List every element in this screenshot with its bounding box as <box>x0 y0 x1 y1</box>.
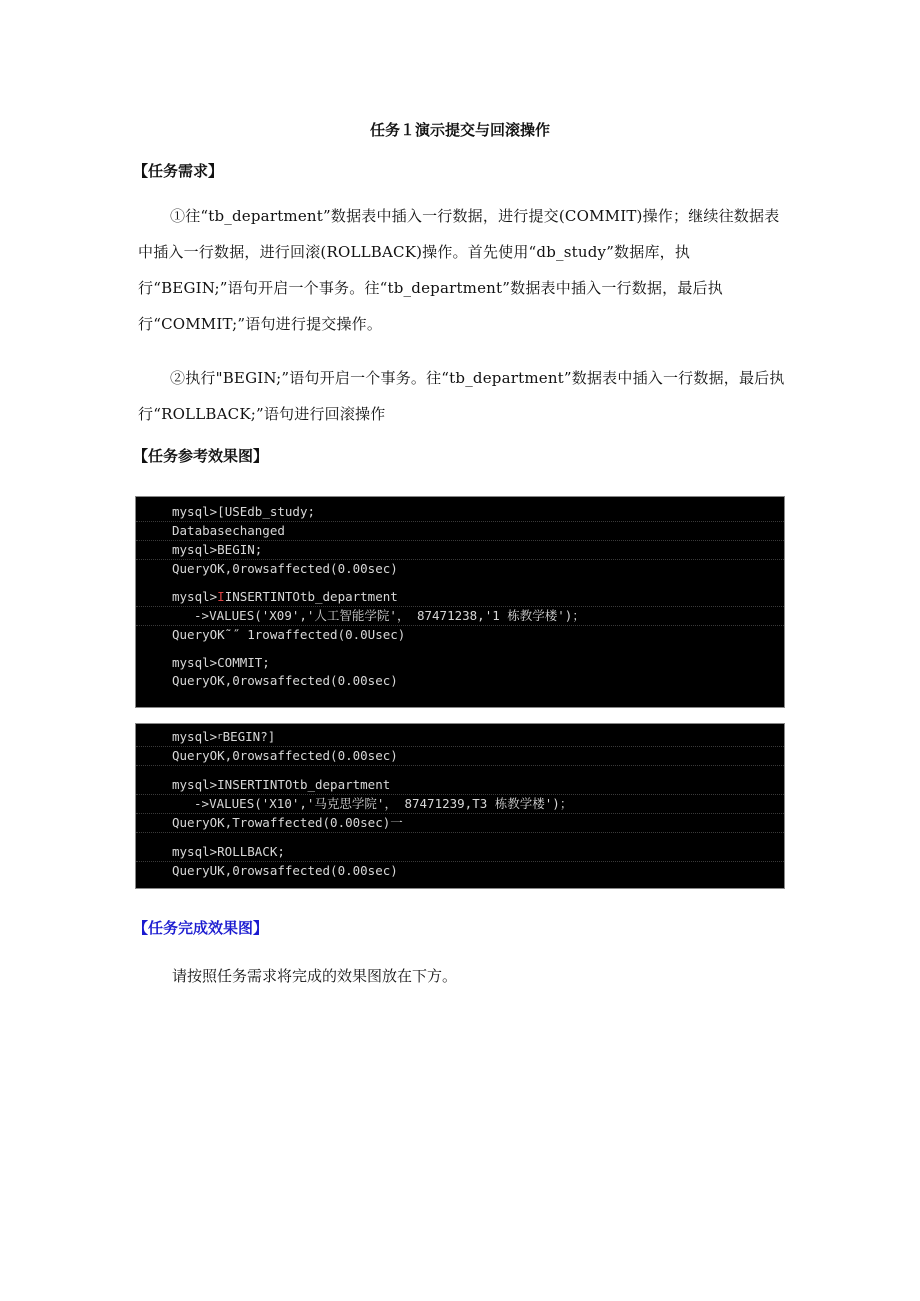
prompt: mysql> <box>172 542 218 557</box>
command-text: ROLLBACK; <box>217 844 285 859</box>
terminal-line <box>136 843 784 862</box>
output-text: QueryUK,0rowsaffected(0.00sec) <box>172 863 398 878</box>
terminal-line <box>136 607 784 626</box>
prompt: mysql> <box>172 655 218 670</box>
terminal-screenshot-commit <box>135 496 785 708</box>
terminal-line <box>136 588 784 607</box>
prompt: mysql> <box>172 589 218 604</box>
command-text: BEGIN; <box>217 542 263 557</box>
continuation-prompt: -> <box>194 796 210 811</box>
output-text: QueryOK,0rowsaffected(0.00sec) <box>172 561 398 576</box>
terminal-line <box>136 862 784 880</box>
command-text: USEdb_study; <box>224 504 315 519</box>
command-text: INSERTINTOtb_department <box>224 589 398 604</box>
terminal-line <box>136 626 784 644</box>
terminal-line <box>136 814 784 833</box>
completion-note: 请按照任务需求将完成的效果图放在下方。 <box>172 967 458 985</box>
terminal-line <box>136 503 784 522</box>
terminal-line <box>136 522 784 541</box>
output-text: QueryOK,0rowsaffected(0.00sec) <box>172 673 398 688</box>
page-title: 任务１演示提交与回滚操作 <box>369 121 550 139</box>
completion-heading: 【任务完成效果图】 <box>133 919 269 937</box>
requirements-paragraph-2: ②执行"BEGIN;”语句开启一个事务。往“tb_department”数据表中插入一行数据，最后执行“ROLLBACK;”语句进行回滚操作 <box>138 369 785 423</box>
terminal-screenshot-rollback <box>135 723 785 889</box>
output-text: QueryOK,Trowaffected(0.00sec)一 <box>172 815 403 830</box>
command-text: INSERTINTOtb_department <box>217 777 391 792</box>
output-text: Databasechanged <box>172 523 285 538</box>
terminal-line <box>136 728 784 747</box>
prompt: mysql> <box>172 504 218 519</box>
requirements-paragraph-1: ①往“tb_department”数据表中插入一行数据，进行提交(COMMIT)操作；继续往数据表中插入一行数据，进行回滚(ROLLBACK)操作。首先使用“db_study”数据库，执行“BEGIN;”语句开启一个事务。往“tb_department”数据表中插入一行数据，最后执行“COMMIT;”语句进行提交操作。 <box>138 207 780 333</box>
command-text: VALUES('X09','人工智能学院'， 87471238,'1 栋教学楼')； <box>209 608 585 623</box>
continuation-prompt: -> <box>194 608 210 623</box>
cursor-marker: I <box>217 589 225 604</box>
prompt: mysql> <box>172 777 218 792</box>
command-text: VALUES('X10','马克思学院'， 87471239,T3 栋教学楼')； <box>209 796 573 811</box>
command-text: BEGIN?] <box>222 729 276 744</box>
command-text: COMMIT; <box>217 655 270 670</box>
terminal-line <box>136 795 784 814</box>
terminal-line <box>136 560 784 578</box>
terminal-line <box>136 654 784 672</box>
requirements-heading: 【任务需求】 <box>133 162 224 180</box>
reference-heading: 【任务参考效果图】 <box>133 447 269 465</box>
output-text: QueryOK˜˝ 1rowaffected(0.0Usec) <box>172 627 406 642</box>
cursor-marker: [ <box>217 504 225 519</box>
terminal-line <box>136 776 784 795</box>
prompt: mysql> <box>172 729 218 744</box>
terminal-line <box>136 541 784 560</box>
output-text: QueryOK,0rowsaffected(0.00sec) <box>172 748 398 763</box>
prompt: mysql> <box>172 844 218 859</box>
terminal-line <box>136 747 784 766</box>
terminal-line <box>136 672 784 690</box>
cursor-marker: r <box>217 732 223 742</box>
